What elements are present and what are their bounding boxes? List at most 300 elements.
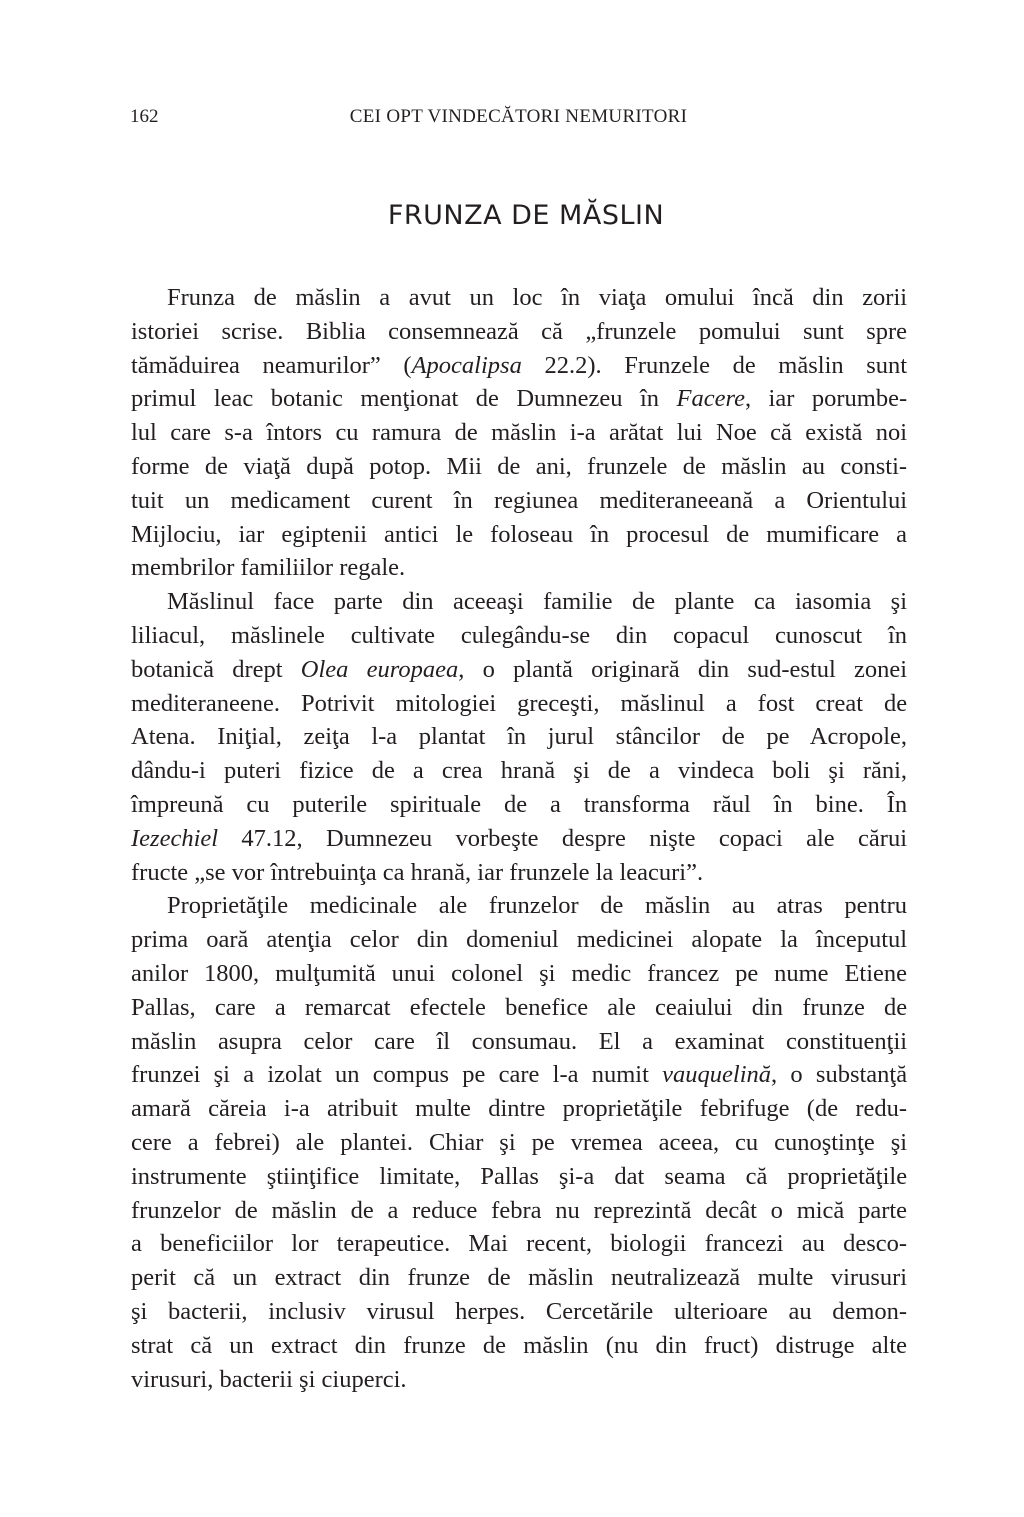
text-segment: foloseau (490, 520, 574, 548)
text-line (131, 923, 907, 957)
text-segment: constituenţii (785, 1027, 908, 1055)
text-segment: răul (712, 790, 751, 818)
text-segment: Măslinul (167, 588, 255, 616)
text-segment: şi (299, 1365, 316, 1393)
text-line (131, 551, 907, 585)
text-segment: de (204, 452, 228, 480)
text-segment: a (387, 1196, 399, 1224)
text-segment: un (184, 486, 210, 514)
text-line (131, 754, 907, 788)
text-segment: măslin (721, 452, 787, 480)
text-segment: drept (232, 655, 283, 683)
text-segment: (de (806, 1095, 839, 1123)
text-segment: fruct) (704, 1331, 759, 1359)
text-segment: originară (591, 655, 680, 683)
text-segment: de (504, 790, 528, 818)
text-segment: măslinul (620, 689, 705, 717)
text-segment: vor (231, 858, 265, 886)
text-segment: medicinei (576, 926, 674, 954)
text-segment: desco- (843, 1230, 908, 1258)
text-line (131, 518, 907, 552)
text-segment: ceaiului (655, 993, 733, 1021)
text-segment: instrumente (131, 1162, 247, 1190)
text-segment: Acropole, (809, 723, 908, 751)
text-segment: spirituale (390, 790, 482, 818)
text-segment: omului (664, 284, 735, 311)
italic-text: Facere (676, 385, 745, 413)
text-segment: Frunzele (624, 351, 710, 379)
italic-text: Apocalipsa (411, 351, 522, 379)
text-segment: regale. (339, 554, 406, 582)
text-segment: pentru (844, 892, 908, 920)
text-segment: zonei (854, 655, 908, 683)
text-segment: l-a (371, 723, 398, 751)
text-segment: care (170, 419, 212, 447)
text-segment: ulterioare (673, 1297, 768, 1325)
text-segment: consti- (840, 452, 908, 480)
text-segment: celor (349, 926, 399, 954)
text-segment: fructe (131, 858, 189, 886)
text-segment: şi (828, 757, 845, 785)
text-segment: frunze (802, 993, 865, 1021)
text-segment: , (771, 1061, 778, 1089)
text-segment: cultivate (350, 621, 436, 649)
text-segment: substanţă (815, 1061, 908, 1089)
text-segment: în (639, 385, 660, 413)
text-segment: francez (647, 959, 720, 987)
text-segment: nume (774, 959, 829, 987)
text-segment: ca (753, 588, 776, 616)
text-segment: unui (391, 959, 436, 987)
text-segment: după (306, 452, 354, 480)
text-segment: o (770, 1196, 783, 1224)
text-line (131, 619, 907, 653)
text-segment: hrană (500, 757, 556, 785)
text-segment: pe (735, 959, 759, 987)
text-segment: frunzelor (488, 892, 579, 920)
text-segment: că (190, 1331, 213, 1359)
italic-text: Iezechiel (131, 824, 219, 852)
text-segment: din (655, 1331, 687, 1359)
text-segment: terapeutice. (336, 1230, 451, 1258)
text-segment: de (253, 284, 277, 311)
text-segment: boli (772, 757, 811, 785)
text-segment: limitate, (379, 1162, 461, 1190)
text-segment: frunze (403, 1331, 466, 1359)
text-segment: sunt (866, 351, 908, 379)
text-segment: din (697, 655, 730, 683)
text-segment: aceeaşi (452, 588, 524, 616)
text-segment: la (595, 858, 614, 886)
text-segment: i-a (569, 419, 596, 447)
text-segment: scrise. (221, 317, 284, 345)
text-segment: a (725, 689, 737, 717)
text-segment: măslin (131, 1027, 197, 1055)
text-line (131, 450, 907, 484)
text-segment: medicament (230, 486, 351, 514)
text-segment: un (229, 1331, 254, 1359)
text-segment: plantă (513, 655, 573, 683)
text-segment: măslinele (230, 621, 325, 649)
text-segment: extract (274, 1264, 342, 1292)
text-segment: jurul (547, 723, 595, 751)
text-segment: neutralizează (610, 1264, 741, 1292)
text-segment: începutul (815, 926, 908, 954)
text-line (131, 1126, 907, 1160)
text-segment: greceşti, (517, 689, 600, 717)
text-segment: i-a (283, 1095, 310, 1123)
text-segment: de (883, 689, 908, 717)
text-segment: efectele (409, 993, 486, 1021)
paragraph (131, 889, 907, 1396)
text-segment: remarcat (304, 993, 391, 1021)
text-segment: a (187, 1128, 199, 1156)
text-segment: amară (131, 1095, 191, 1123)
running-header (130, 106, 907, 136)
text-segment: primul (131, 385, 197, 413)
text-segment: puterile (292, 790, 368, 818)
text-segment: iar (768, 385, 795, 413)
text-segment: ştiinţifice (266, 1162, 360, 1190)
body-text (131, 281, 907, 1396)
text-segment: alopate (691, 926, 763, 954)
text-segment: ( (403, 351, 412, 379)
text-segment: asupra (217, 1027, 282, 1055)
text-segment: a (379, 284, 391, 311)
text-segment: cu (246, 790, 270, 818)
text-segment: vremea (570, 1128, 643, 1156)
text-segment: ciuperci. (321, 1365, 407, 1393)
text-segment: în (507, 723, 527, 751)
text-line (131, 788, 907, 822)
text-segment: frunzelor (131, 1196, 221, 1224)
text-segment: un (232, 1264, 258, 1292)
text-segment: şi-a (558, 1162, 595, 1190)
text-segment: a (648, 757, 660, 785)
italic-text: vauquelină (662, 1061, 772, 1089)
text-segment: strat (131, 1331, 174, 1359)
text-segment: celor (303, 1027, 353, 1055)
text-segment: dintre (488, 1095, 546, 1123)
text-segment: la (780, 926, 798, 954)
text-segment: oară (206, 926, 249, 954)
text-segment: care (498, 1061, 540, 1089)
text-segment: din (354, 1331, 387, 1359)
text-segment: un (469, 284, 494, 311)
text-segment: Frunza (167, 284, 236, 311)
text-segment: Mijlociu, (131, 520, 222, 548)
text-segment: Atena. (131, 723, 196, 751)
text-segment: mulţumită (275, 959, 376, 987)
text-segment: în (453, 486, 473, 514)
italic-text: Olea (300, 655, 349, 683)
text-segment: încă (752, 284, 794, 311)
text-segment: măslin (528, 1264, 594, 1292)
text-segment: porumbe- (811, 385, 908, 413)
text-line (131, 1227, 907, 1261)
text-segment: Mai (468, 1230, 508, 1258)
text-segment: a (774, 486, 786, 514)
page-number: 162 (130, 106, 159, 127)
text-segment: creat (815, 689, 863, 717)
text-segment: lui (676, 419, 703, 447)
text-line (131, 416, 907, 450)
text-segment: măslin (523, 1331, 589, 1359)
text-segment: de (454, 419, 478, 447)
text-segment: atribuit (327, 1095, 398, 1123)
text-segment: vindeca (677, 757, 755, 785)
text-segment: curent (371, 486, 433, 514)
text-segment: plantei. (340, 1128, 414, 1156)
text-segment: cu (335, 419, 359, 447)
text-segment: Cercetările (545, 1297, 654, 1325)
text-segment: , (744, 385, 752, 413)
text-segment: extract (270, 1331, 338, 1359)
text-segment: proprietăţile (787, 1162, 908, 1190)
text-segment: iasomia (795, 588, 872, 616)
text-segment: şi (573, 757, 590, 785)
text-segment: copacul (673, 621, 750, 649)
text-segment: noi (875, 419, 908, 447)
text-segment: neamurilor” (262, 351, 381, 379)
text-segment: sunt (802, 317, 844, 345)
text-segment: şi (890, 1128, 908, 1156)
text-segment: în (590, 520, 610, 548)
text-segment: demon- (832, 1297, 908, 1325)
text-segment: atenţia (266, 926, 332, 954)
text-segment: cărui (858, 824, 908, 852)
text-segment: viaţă (243, 452, 291, 480)
text-segment: colonel (451, 959, 524, 987)
text-segment: a (274, 993, 286, 1021)
text-segment: dat (614, 1162, 645, 1190)
text-segment: Noe (715, 419, 757, 447)
text-segment: de (726, 520, 750, 548)
text-segment: nişte (649, 824, 696, 852)
text-segment: cunoscut (775, 621, 863, 649)
text-segment: în (773, 790, 793, 818)
text-segment: proprietăţile (562, 1095, 683, 1123)
text-segment: care (374, 1027, 415, 1055)
text-line (131, 1092, 907, 1126)
text-segment: consumau. (471, 1027, 578, 1055)
text-segment: 1800, (204, 959, 260, 987)
text-segment: istoriei (131, 317, 200, 345)
text-segment: şi (499, 1128, 516, 1156)
text-segment: zeiţa (303, 723, 350, 751)
text-segment: fizice (299, 757, 354, 785)
text-segment: a (550, 790, 561, 818)
text-segment: virusuri, (131, 1365, 214, 1393)
text-segment: nu (555, 1196, 580, 1224)
text-segment: îl (436, 1027, 451, 1055)
text-segment: din (615, 621, 648, 649)
text-segment: de (482, 1331, 507, 1359)
text-segment: 47.12, (241, 824, 303, 852)
text-segment: de (682, 452, 706, 480)
text-segment: lul (131, 419, 157, 447)
text-segment: şi (539, 959, 556, 987)
text-segment: puteri (223, 757, 282, 785)
text-segment: dându-i (131, 757, 206, 785)
text-segment: a (131, 1230, 142, 1258)
text-segment: procesul (626, 520, 710, 548)
text-segment: că (193, 1264, 216, 1292)
text-segment: că (770, 419, 792, 447)
text-segment: potop. (369, 452, 432, 480)
text-segment: pe (531, 1128, 555, 1156)
text-segment: ale (607, 993, 636, 1021)
text-line (131, 822, 907, 856)
text-segment: a (243, 1061, 255, 1089)
text-segment: hrană, (410, 858, 472, 886)
text-segment: o (482, 655, 495, 683)
text-segment: că (541, 317, 563, 345)
text-segment: plantat (418, 723, 486, 751)
text-segment: de (607, 757, 631, 785)
text-segment: frunzele (509, 858, 590, 886)
text-segment: de (350, 1196, 374, 1224)
text-segment: bacterii (219, 1365, 293, 1393)
text-segment: şi (890, 588, 907, 616)
text-line (131, 1058, 907, 1092)
text-segment: măslin (644, 892, 711, 920)
text-segment: forme (131, 452, 190, 480)
text-segment: Iniţial, (217, 723, 282, 751)
text-segment: pomului (698, 317, 781, 345)
text-line (131, 585, 907, 619)
text-segment: ale (806, 824, 835, 852)
text-segment: mumificare (766, 520, 880, 548)
text-segment: despre (561, 824, 626, 852)
text-segment: Mii (446, 452, 482, 480)
text-segment: izolat (267, 1061, 322, 1089)
text-segment: consemnează (388, 317, 519, 345)
text-segment: a (412, 757, 424, 785)
text-segment: căreia (208, 1095, 267, 1123)
text-segment: compus (372, 1061, 449, 1089)
text-segment: avut (408, 284, 451, 311)
text-segment: un (335, 1061, 360, 1089)
text-segment: mediteraneeană (599, 486, 754, 514)
text-segment: benefice (505, 993, 589, 1021)
text-segment: biologii (610, 1230, 687, 1258)
text-line (131, 1194, 907, 1228)
text-segment: de (497, 452, 521, 480)
text-segment: mediteraneene. (131, 689, 280, 717)
text-segment: domeniul (466, 926, 559, 954)
text-segment: au (788, 1297, 812, 1325)
text-segment: întors (266, 419, 323, 447)
text-segment: şi (213, 1061, 230, 1089)
text-segment: ale (438, 892, 468, 920)
text-segment: de (721, 723, 745, 751)
text-segment: măslin (491, 419, 557, 447)
text-line (131, 720, 907, 754)
text-segment: virusuri (830, 1264, 908, 1292)
text-segment: anilor (131, 959, 189, 987)
text-segment: aceea, (658, 1128, 720, 1156)
text-segment: botanică (131, 655, 214, 683)
text-segment: antici (384, 520, 439, 548)
text-segment: El (598, 1027, 621, 1055)
text-segment: au (801, 452, 826, 480)
text-segment: o (790, 1061, 803, 1089)
text-segment: stâncilor (615, 723, 701, 751)
text-line (131, 957, 907, 991)
text-segment: atras (776, 892, 823, 920)
paragraph (131, 281, 907, 585)
text-segment: există (805, 419, 863, 447)
text-segment: , (458, 655, 465, 683)
chapter-title: FRUNZA DE MĂSLIN (387, 200, 665, 231)
text-segment: (nu (605, 1331, 639, 1359)
text-segment: egiptenii (281, 520, 368, 548)
text-segment: frunzele (587, 452, 668, 480)
text-segment: membrilor (131, 554, 235, 582)
text-segment: măslin (271, 1196, 337, 1224)
text-segment: 22.2). (544, 351, 602, 379)
text-segment: cere (131, 1128, 172, 1156)
text-segment: febrei) (214, 1128, 280, 1156)
text-line (131, 1160, 907, 1194)
text-segment: menţionat (360, 385, 459, 413)
text-segment: ca (382, 858, 405, 886)
text-segment: francezi (704, 1230, 784, 1258)
text-segment: virusul (366, 1297, 435, 1325)
text-line (131, 653, 907, 687)
text-segment: din (416, 926, 449, 954)
text-segment: Proprietăţile (167, 892, 289, 920)
text-segment: vorbeşte (455, 824, 539, 852)
text-line (131, 1329, 907, 1363)
text-segment: fost (757, 689, 795, 717)
text-segment: ale (295, 1128, 325, 1156)
text-segment: prima (131, 926, 189, 954)
text-line (131, 349, 907, 383)
text-segment: reduce (412, 1196, 478, 1224)
text-segment: leac (213, 385, 254, 413)
text-segment: „se (194, 858, 226, 886)
text-segment: pe (462, 1061, 486, 1089)
text-segment: bine. (815, 790, 864, 818)
text-line (131, 382, 907, 416)
text-segment: lor (291, 1230, 319, 1258)
text-segment: recent, (526, 1230, 593, 1258)
text-line (131, 991, 907, 1025)
text-segment: herpes. (455, 1297, 526, 1325)
text-segment: mică (796, 1196, 845, 1224)
text-segment: l-a (552, 1061, 579, 1089)
text-segment: reprezintă (593, 1196, 692, 1224)
text-segment: din (358, 1264, 390, 1292)
text-segment: În (886, 790, 908, 818)
text-segment: Biblia (305, 317, 366, 345)
text-segment: face (273, 588, 315, 616)
text-segment: şi (131, 1297, 148, 1325)
text-segment: Pallas (480, 1162, 539, 1190)
text-segment: loc (512, 284, 543, 311)
text-segment: „frunzele (585, 317, 677, 345)
text-segment: cunoştinţe (774, 1128, 875, 1156)
text-segment: tuit (131, 486, 164, 514)
text-segment: medicinale (309, 892, 418, 920)
text-segment: tămăduirea (131, 351, 240, 379)
text-segment: împreună (131, 790, 224, 818)
text-segment: parte (333, 588, 383, 616)
text-segment: în (887, 621, 908, 649)
text-segment: răni, (862, 757, 908, 785)
